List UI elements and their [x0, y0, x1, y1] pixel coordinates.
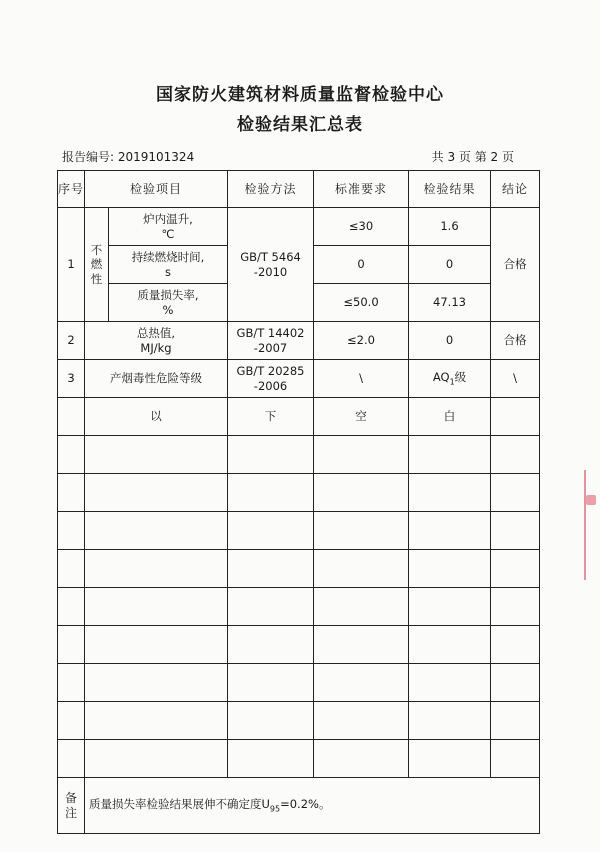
- empty-row: [58, 740, 540, 778]
- requirement-cell: ≤2.0: [314, 322, 409, 360]
- result-tail: 级: [454, 369, 467, 384]
- blank-mark: 以: [85, 398, 228, 436]
- header-requirement: 标准要求: [314, 171, 409, 208]
- seal-edge: [584, 470, 600, 580]
- item-cell: 持续燃烧时间, s: [109, 246, 228, 284]
- remark-row: [58, 778, 540, 834]
- requirement-cell: ≤30: [314, 208, 409, 246]
- item-cell: 炉内温升, ℃: [109, 208, 228, 246]
- category-label: 不 燃 性: [85, 208, 109, 322]
- header-index: 序号: [58, 171, 85, 208]
- blank-marker-row: [58, 398, 540, 436]
- blank-mark: 下: [228, 398, 314, 436]
- empty-row: [58, 702, 540, 740]
- result-subscript: 1: [449, 377, 455, 387]
- result-main: AQ: [432, 369, 450, 384]
- empty-row: [58, 512, 540, 550]
- requirement-cell: \: [314, 360, 409, 398]
- row-index: 1: [58, 208, 85, 322]
- empty-row: [58, 436, 540, 474]
- requirement-cell: ≤50.0: [314, 284, 409, 322]
- seal-mark: [586, 495, 596, 505]
- table-row: [58, 360, 540, 398]
- results-table: [57, 170, 540, 834]
- result-cell: 0: [409, 322, 491, 360]
- remark-label: 备 注: [58, 778, 85, 834]
- requirement-cell: 0: [314, 246, 409, 284]
- method-cell: GB/T 14402 -2007: [228, 322, 314, 360]
- header-method: 检验方法: [228, 171, 314, 208]
- row-index: 2: [58, 322, 85, 360]
- item-cell: 总热值, MJ/kg: [85, 322, 228, 360]
- method-cell: GB/T 5464 -2010: [228, 208, 314, 322]
- result-cell: 1.6: [409, 208, 491, 246]
- remark-text-post: =0.2%。: [280, 796, 331, 811]
- empty-row: [58, 588, 540, 626]
- conclusion-cell: \: [491, 360, 540, 398]
- empty-row: [58, 550, 540, 588]
- conclusion-cell: 合格: [491, 208, 540, 322]
- table-row: [58, 208, 540, 246]
- empty-row: [58, 664, 540, 702]
- remark-text-pre: 质量损失率检验结果展伸不确定度U: [89, 796, 270, 811]
- result-cell: [409, 360, 491, 398]
- row-index: 3: [58, 360, 85, 398]
- table-row: [58, 322, 540, 360]
- header-item: 检验项目: [85, 171, 228, 208]
- header-row: [58, 171, 540, 208]
- remark-subscript: 95: [269, 804, 281, 814]
- blank-mark: 空: [314, 398, 409, 436]
- item-cell: 产烟毒性危险等级: [85, 360, 228, 398]
- conclusion-cell: 合格: [491, 322, 540, 360]
- document-title: 国家防火建筑材料质量监督检验中心: [156, 85, 444, 105]
- blank-mark: 白: [409, 398, 491, 436]
- header-conclusion: 结论: [491, 171, 540, 208]
- result-cell: 0: [409, 246, 491, 284]
- empty-row: [58, 626, 540, 664]
- header-result: 检验结果: [409, 171, 491, 208]
- item-cell: 质量损失率, %: [109, 284, 228, 322]
- remark-text: [85, 778, 540, 834]
- page-info: 共 3 页 第 2 页: [431, 150, 514, 164]
- method-cell: GB/T 20285 -2006: [228, 360, 314, 398]
- report-number: 报告编号: 2019101324: [62, 150, 195, 164]
- empty-row: [58, 474, 540, 512]
- document-subtitle: 检验结果汇总表: [237, 115, 363, 135]
- result-cell: 47.13: [409, 284, 491, 322]
